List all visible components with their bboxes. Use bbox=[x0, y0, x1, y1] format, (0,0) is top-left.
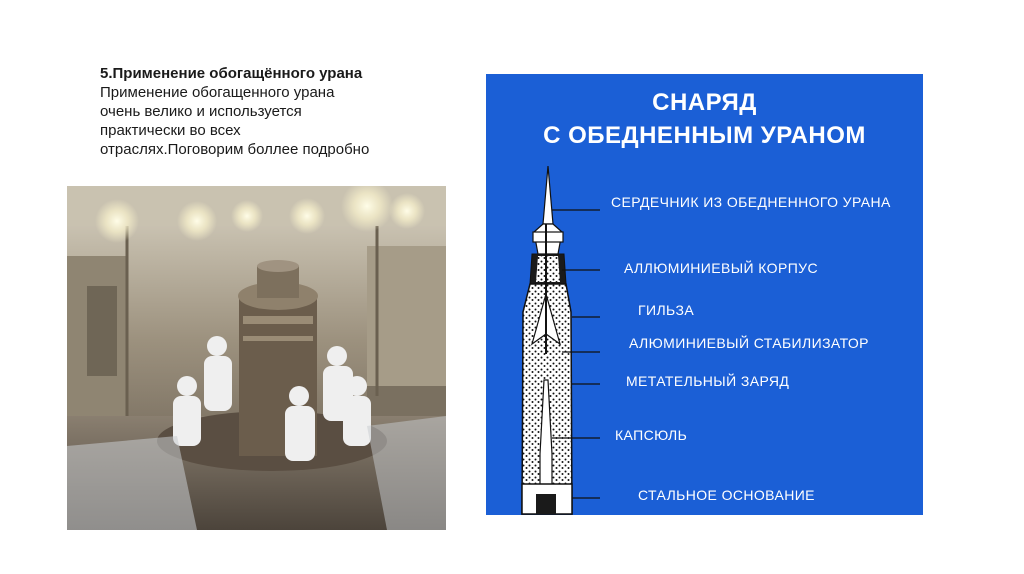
label-case: ГИЛЬЗА bbox=[638, 302, 695, 318]
projectile-diagram bbox=[486, 74, 923, 515]
infographic-title-line: С ОБЕДНЕННЫМ УРАНОМ bbox=[543, 122, 866, 149]
label-propellant: МЕТАТЕЛЬНЫЙ ЗАРЯД bbox=[626, 373, 790, 389]
body-line: очень велико и используется bbox=[100, 103, 302, 120]
text-block bbox=[100, 64, 430, 159]
projectile-infographic bbox=[486, 74, 923, 515]
reactor-hall-illustration bbox=[67, 186, 446, 530]
label-stabilizer: АЛЮМИНИЕВЫЙ СТАБИЛИЗАТОР bbox=[629, 335, 869, 351]
label-steel-base: СТАЛЬНОЕ ОСНОВАНИЕ bbox=[638, 487, 815, 503]
slide-heading: 5.Применение обогащённого урана bbox=[100, 65, 363, 82]
infographic-title-line: СНАРЯД bbox=[652, 89, 757, 116]
reactor-hall-photo bbox=[67, 186, 446, 530]
label-penetrator: СЕРДЕЧНИК ИЗ ОБЕДНЕННОГО УРАНА bbox=[611, 194, 891, 210]
body-line: Применение обогащенного урана bbox=[100, 84, 335, 101]
label-aluminium-body: АЛЛЮМИНИЕВЫЙ КОРПУС bbox=[624, 260, 818, 276]
label-primer: КАПСЮЛЬ bbox=[615, 427, 688, 443]
penetrator-tip bbox=[543, 166, 553, 224]
body-line: отраслях.Поговорим боллее подробно bbox=[100, 141, 370, 158]
body-line: практически во всех bbox=[100, 122, 241, 139]
